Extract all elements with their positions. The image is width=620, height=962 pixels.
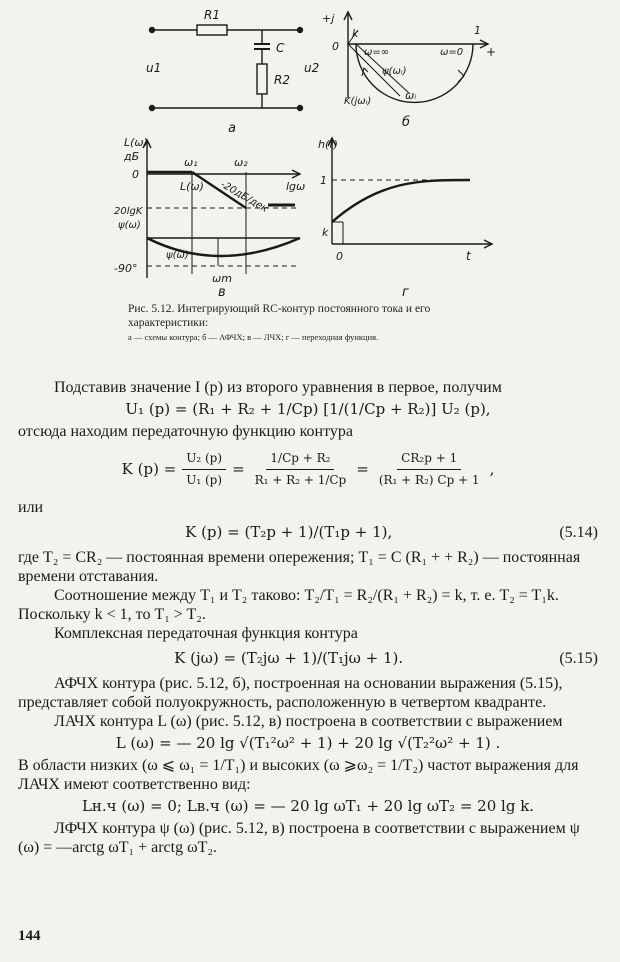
label-plus: + <box>486 45 497 59</box>
fraction-2-numerator: 1/Cp + R₂ <box>266 449 334 470</box>
equation-l-bands: Lн.ч (ω) = 0; Lв.ч (ω) = — 20 lg ωT₁ + 20 lg ωT₂ = 20 lg k. <box>81 797 535 815</box>
caption-main: Рис. 5.12. Интегрирующий RC-контур постоянного тока и его характеристики: <box>128 303 431 329</box>
panel-letter-v: в <box>218 285 226 300</box>
equation-5-14-number: (5.14) <box>559 524 598 541</box>
paragraph-2: отсюда находим передаточную функцию контура <box>18 423 353 440</box>
panel-letter-b: б <box>402 115 411 130</box>
paragraph-5: Соотношение между T₁ и T₂ таково: T₂/T₁ = R₂/(R₁ + R₂) = k, т. е. T₂ = T₁k. Поскольку k < 1, то T₁ > T₂. <box>18 587 559 623</box>
label-c: C <box>276 41 285 55</box>
label-psi-curve: ψ(ω) <box>166 250 189 261</box>
equation-kp-fractions <box>18 449 598 490</box>
equation-5-15 <box>18 649 598 668</box>
fraction-3-numerator: CR₂p + 1 <box>397 449 461 470</box>
label-slope: -20дБ/дек <box>218 179 270 215</box>
resistor-r1 <box>197 25 227 35</box>
label-zero-db: 0 <box>132 168 139 181</box>
label-wi: ωᵢ <box>405 89 417 102</box>
figure-caption <box>128 302 500 343</box>
paragraph-3: или <box>18 499 44 516</box>
label-u2: u2 <box>304 61 320 75</box>
rc-circuit-diagram <box>150 25 303 111</box>
fraction-3-denominator: (R₁ + R₂) Cp + 1 <box>378 473 480 487</box>
fraction-1 <box>182 449 226 490</box>
label-db: дБ <box>124 150 140 163</box>
panel-letter-g: г <box>402 285 409 300</box>
fraction-1-numerator: U₂ (p) <box>182 449 226 470</box>
fraction-2 <box>251 449 351 490</box>
label-one: 1 <box>474 24 481 37</box>
equation-5-14 <box>18 523 598 542</box>
label-l-curve: L(ω) <box>180 180 204 193</box>
kp-lhs: K (p) = <box>121 460 177 478</box>
figure-drawing <box>0 0 620 300</box>
label-one-g: 1 <box>320 174 327 187</box>
label-lgw: lgω <box>286 180 306 193</box>
paragraph-6: Комплексная передаточная функция контура <box>54 625 358 642</box>
equals-1: = <box>232 460 245 478</box>
paragraph-10: ЛФЧХ контура ψ (ω) (рис. 5.12, в) построена в соответствии с выражением ψ (ω) = —arctg ωT₁ + arctg ωT₂. <box>18 820 580 856</box>
paragraph-1: Подставив значение I (p) из второго уравнения в первое, получим <box>54 379 502 396</box>
resistor-r2 <box>257 64 267 94</box>
label-k-g: k <box>322 226 329 239</box>
paragraph-4: где T₂ = CR₂ — постоянная времени опережения; T₁ = C (R₁ + + R₂) — постоянная времени отставания. <box>18 549 581 585</box>
label-l-axis: L(ω) <box>124 136 148 149</box>
transient-curve <box>332 180 470 222</box>
label-psi-wi: ψ(ωᵢ) <box>382 66 407 77</box>
label-k-jwi: K(jωᵢ) <box>344 96 372 107</box>
page-number: 144 <box>18 928 41 944</box>
label-psi-axis: ψ(ω) <box>118 220 141 231</box>
equation-l: L (ω) = — 20 lg √(T₁²ω² + 1) + 20 lg √(T₂²ω² + 1) . <box>115 734 501 752</box>
label-h-axis: h(t) <box>318 138 338 151</box>
label-origin: 0 <box>332 40 339 53</box>
fraction-3 <box>375 449 484 490</box>
paragraph-9: В области низких (ω ⩽ ω₁ = 1/T₁) и высоких (ω ⩾ω₂ = 1/T₂) частот выражения для ЛАЧХ имеют соответственно вид: <box>18 757 579 793</box>
transient-plot <box>328 138 492 248</box>
label-w-inf: ω=∞ <box>364 47 390 58</box>
label-w-zero: ω=0 <box>440 47 464 58</box>
label-u1: u1 <box>146 61 162 75</box>
label-t: t <box>466 249 471 263</box>
label-20lgk: 20lgK <box>114 206 143 217</box>
equation-5-15-formula: K (jω) = (T₂jω + 1)/(T₁jω + 1). <box>174 649 404 667</box>
figure-5-12 <box>0 0 620 300</box>
label-w2: ω₂ <box>234 156 248 169</box>
equals-2: = <box>356 460 369 478</box>
label-minus-90: -90° <box>114 262 138 275</box>
paragraph-8: ЛАЧХ контура L (ω) (рис. 5.12, в) построена в соответствии с выражением <box>54 713 563 730</box>
label-r2: R2 <box>274 73 290 87</box>
label-wm: ωm <box>212 272 232 285</box>
trailing-comma: , <box>489 460 495 478</box>
fraction-1-denominator: U₁ (p) <box>186 473 223 487</box>
label-plus-j: +j <box>322 12 335 25</box>
label-w1: ω₁ <box>184 156 198 169</box>
label-k: k <box>352 27 359 40</box>
body-text <box>18 378 598 857</box>
paragraph-7: АФЧХ контура (рис. 5.12, б), построенная на основании выражения (5.15), представляет собой полуокружность, расположенную в четвертом квадранте. <box>18 675 563 711</box>
fraction-2-denominator: R₁ + R₂ + 1/Cp <box>254 473 347 487</box>
label-zero-g: 0 <box>336 250 343 263</box>
panel-letter-a: а <box>228 121 236 136</box>
equation-u1: U₁ (p) = (R₁ + R₂ + 1/Cp) [1/(1/Cp + R₂)] U₂ (p), <box>125 400 491 418</box>
label-r1: R1 <box>204 8 220 22</box>
caption-sub: а — схемы контура; б — АФЧХ; в — ЛЧХ; г — переходная функция. <box>128 332 379 342</box>
equation-5-15-number: (5.15) <box>559 650 598 667</box>
equation-5-14-formula: K (p) = (T₂p + 1)/(T₁p + 1), <box>185 523 393 541</box>
